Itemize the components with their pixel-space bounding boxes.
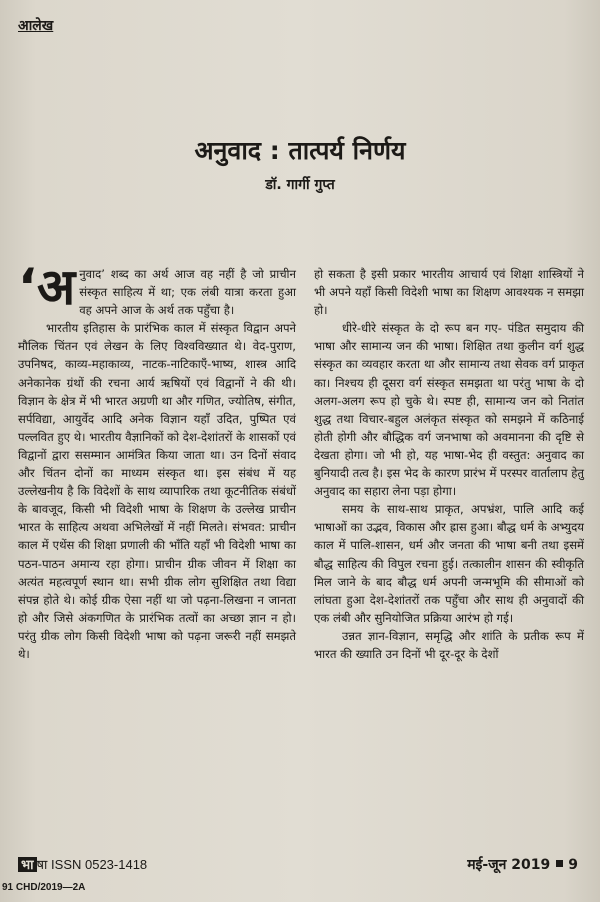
journal-logo: भा	[18, 857, 37, 872]
paragraph: हो सकता है इसी प्रकार भारतीय आचार्य एवं शिक्षा शास्त्रियों ने भी अपने यहाँ किसी विदेशी भाषा का शिक्षण आवश्यक न समझा हो।	[314, 267, 584, 318]
paragraph: उन्नत ज्ञान-विज्ञान, समृद्धि और शांति के प्रतीक रूप में भारत की ख्याति उन दिनों भी दूर-दूर के देशों	[314, 628, 584, 661]
paragraph	[18, 258, 296, 319]
right-column	[314, 265, 584, 663]
drop-cap: ‘अ	[18, 258, 76, 316]
issn-number: ISSN 0523-1418	[51, 857, 148, 872]
footer-issn	[18, 855, 147, 873]
paragraph-text: नुवाद’ शब्द का अर्थ आज वह नहीं है जो प्राचीन संस्कृत साहित्य में था; एक लंबी यात्रा करता हुआ वह अपने आज के अर्थ तक पहुँचा है।	[79, 267, 296, 318]
section-label: आलेख	[18, 18, 54, 34]
paragraph: समय के साथ-साथ प्राकृत, अपभ्रंश, पालि आदि कई भाषाओं का उद्भव, विकास और ह्रास हुआ। बौद्ध धर्म के अभ्युदय काल में पालि-शासन, धर्म और जनता की भाषा बनी तथा इसमें बौद्ध साहित्य की विपुल रचना हुई। तत्कालीन शासन की स्वीकृति मिल जाने के बाद बौद्ध धर्म अपनी जन्मभूमि की सीमाओं को लांघता हुआ देश-देशांतरों तक पहुँचा और साथ ही अनुवादों की एक लंबी और सुनियोजित प्रक्रिया आरंभ हो गई।	[314, 502, 584, 625]
page-number: 9	[568, 857, 578, 873]
article-title: अनुवाद : तात्पर्य निर्णय	[194, 136, 406, 165]
paragraph: धीरे-धीरे संस्कृत के दो रूप बन गए- पंडित समुदाय की भाषा और सामान्य जन की भाषा। शिक्षित तथा कुलीन वर्ग शुद्ध संस्कृत का व्यवहार करता था और सामान्य तथा सेवक वर्ग प्राकृत का। निश्चय ही दूसरा वर्ग संस्कृत समझता था परंतु भाषा के दो अलग-अलग रूप हो चुके थे। स्पष्ट ही, सामान्य जन को नितांत शुद्ध तथा विचार-बहुल अलंकृत संस्कृत को समझने में कठिनाई होती होगी और बौद्धिक वर्ग जनभाषा को अवमानना की दृष्टि से देखता होगा। जो भी हो, यह भाषा-भेद ही वस्तुत: अनुवाद का बुनियादी तत्व है। इस भेद के कारण प्रारंभ में परस्पर वार्तालाप हेतु अनुवाद का सहारा लेना पड़ा होगा।	[314, 321, 584, 499]
left-column	[18, 258, 296, 663]
article-author: डॉ. गार्गी गुप्त	[265, 177, 335, 193]
square-bullet-icon	[556, 860, 563, 867]
journal-logo-rest: षा	[36, 857, 48, 872]
footer-issue	[467, 855, 578, 874]
paragraph: भारतीय इतिहास के प्रारंभिक काल में संस्कृत विद्वान अपने मौलिक चिंतन एवं लेखन के लिए विश्वविख्यात थे। वेद-पुराण, उपनिषद, काव्य-महाकाव्य, नाटक-नाटिकाएँ-भाष्य, शास्त्र आदि अनेकानेक ग्रंथों की रचना आर्य ऋषियों एवं विद्वानों ने की थी। विज्ञान के क्षेत्र में भी भारत अग्रणी था और गणित, ज्योतिष, संगीत, सर्पविद्या, आयुर्वेद आदि अनेक विज्ञान यहाँ उदित, पुष्पित एवं पल्लवित हुए थे। भारतीय वैज्ञानिकों को देश-देशांतरों के शासकों एवं विद्वानों द्वारा ससम्मान आमंत्रित किया जाता था। उन दिनों संवाद और चिंतन दोनों का माध्यम संस्कृत था। इस संबंध में यह उल्लेखनीय है कि विदेशों के साथ व्यापारिक तथा कूटनीतिक संबंधों के बावजूद, किसी भी विदेशी भाषा के शिक्षण के उल्लेख प्राचीन भारत के साहित्य अथवा अभिलेखों में नहीं मिलते। संभवत: प्राचीन काल में एथेंस की शिक्षा प्रणाली की भाँति यहाँ भी विदेशी भाषा का पठन-पाठन अमान्य रहा होगा। प्राचीन ग्रीक जीवन में शिक्षा का अत्यंत महत्वपूर्ण स्थान था। सभी ग्रीक लोग सुशिक्षित तथा विद्या संपन्न होते थे। कोई ग्रीक ऐसा नहीं था जो पढ़ना-लिखना न जानता हो और जिसे अंकगणित के प्रारंभिक तत्वों का अच्छा ज्ञान न हो। परंतु ग्रीक लोग किसी विदेशी भाषा को पढ़ना जरूरी नहीं समझते थे।	[18, 321, 296, 661]
print-code: 91 CHD/2019—2A	[2, 882, 86, 893]
issue-date: मई-जून 2019	[467, 857, 551, 873]
